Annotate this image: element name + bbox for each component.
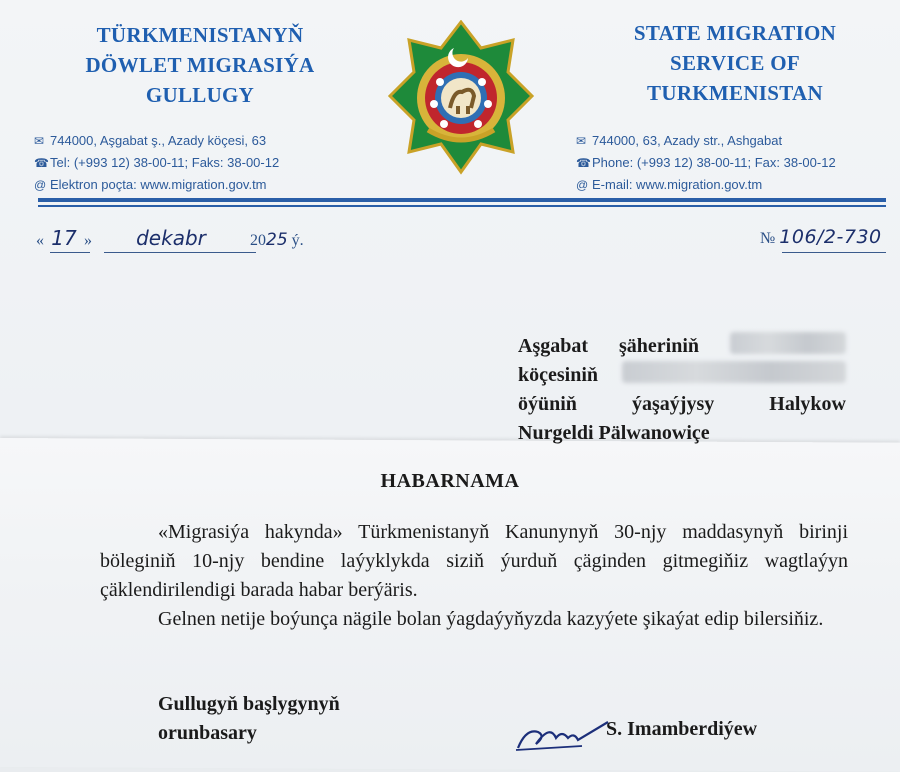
handwritten-signature-icon <box>512 708 612 754</box>
number-value: 106/2-730 <box>779 226 882 248</box>
contacts-left <box>34 130 279 196</box>
addressee-name: Nurgeldi Pälwanowiçe <box>518 422 710 444</box>
signatory-name: S. Imamberdiýew <box>606 718 758 740</box>
quote-open: « <box>36 232 44 249</box>
addressee-city: Aşgabat <box>518 335 589 357</box>
quote-close: » <box>84 232 92 249</box>
org-name-english <box>600 18 870 108</box>
contact-phone: Tel: (+993 12) 38-00-11; Faks: 38-00-12 <box>50 155 280 170</box>
org-line: TURKMENISTAN <box>647 81 823 105</box>
org-line: SERVICE OF <box>669 51 801 75</box>
body-paragraph: Gelnen netije boýunça nägile bolan ýagdaýyňyzda kazyýete şikaýat edip bilersiňiz. <box>158 608 824 630</box>
telephone-icon: ☎ <box>34 156 49 170</box>
date-year-suffix: 25 <box>266 230 288 250</box>
addressee-street-label: köçesiniň <box>518 364 599 386</box>
at-sign-icon: @ <box>576 178 589 192</box>
contact-address: 744000, Aşgabat ş., Azady köçesi, 63 <box>50 133 267 148</box>
date-day: 17 <box>51 226 77 250</box>
number-underline <box>782 252 886 253</box>
addressee-block <box>518 332 846 448</box>
number-label: № <box>760 230 776 247</box>
addressee-resident-label: ýaşaýjysy <box>632 393 715 415</box>
redacted-field <box>730 332 846 354</box>
position-line: Gullugyň başlygynyň <box>158 693 340 715</box>
contacts-right <box>576 130 836 196</box>
envelope-icon: ✉ <box>34 134 45 148</box>
day-underline <box>50 252 90 253</box>
org-name-turkmen <box>60 20 340 110</box>
contact-email: Elektron poçta: www.migration.gov.tm <box>50 177 267 192</box>
contact-address: 744000, 63, Azady str., Ashgabat <box>592 133 783 148</box>
signatory-position <box>158 690 340 748</box>
header-rule <box>38 198 886 202</box>
header-rule-thin <box>38 205 886 207</box>
body-paragraph: «Migrasiýa hakynda» Türkmenistanyň Kanunynyň 30-njy maddasynyň birinji böleginiň 10-njy bendine laýyklykda siziň ýurduň çäginden gitmegiňiz wagtlaýyn çäklendirilendigi barada habar berýäris. <box>100 521 848 601</box>
envelope-icon: ✉ <box>576 134 587 148</box>
date-field <box>36 226 304 250</box>
org-line: TÜRKMENISTANYŇ <box>96 23 304 47</box>
telephone-icon: ☎ <box>576 156 591 170</box>
contact-phone: Phone: (+993 12) 38-00-11; Fax: 38-00-12 <box>592 155 836 170</box>
contact-email: E-mail: www.migration.gov.tm <box>592 177 763 192</box>
org-line: GULLUGY <box>145 83 255 107</box>
addressee-house-label: öýüniň <box>518 393 577 415</box>
date-year-prefix: 20 <box>250 232 266 249</box>
document-title: HABARNAMA <box>380 470 520 492</box>
month-underline <box>104 252 256 253</box>
position-line: orunbasary <box>158 722 257 744</box>
org-line: STATE MIGRATION <box>633 21 837 45</box>
at-sign-icon: @ <box>34 178 47 192</box>
addressee-city-genitive: şäheriniň <box>618 335 700 357</box>
org-line: DÖWLET MIGRASIÝA <box>85 53 315 77</box>
redacted-field <box>622 361 846 383</box>
addressee-surname: Halykow <box>769 393 846 415</box>
notice-body <box>100 518 848 634</box>
state-emblem-icon <box>388 20 534 176</box>
date-month: dekabr <box>136 226 206 250</box>
date-year-marker: ý. <box>291 232 304 249</box>
reference-number <box>760 226 882 248</box>
